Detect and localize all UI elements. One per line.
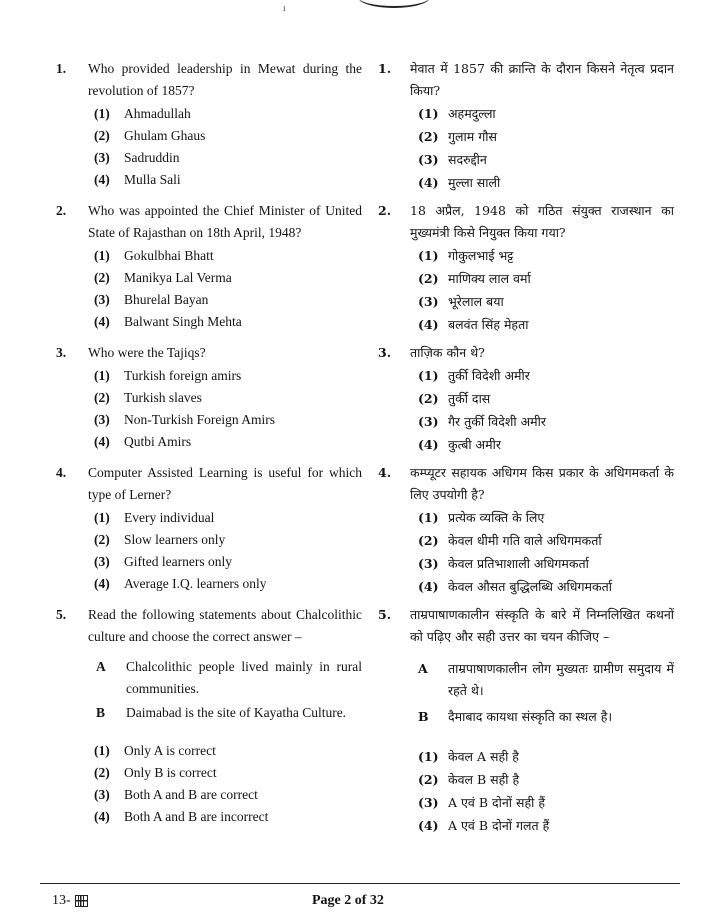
question-en-3 (56, 342, 362, 453)
option-number: (3) (418, 152, 439, 167)
option-text: प्रत्येक व्यक्ति के लिए (448, 510, 545, 525)
option-text: कुत्बी अमीर (448, 437, 501, 452)
option-text: माणिक्य लाल वर्मा (448, 271, 531, 286)
question-text: 18 अप्रैल, 1948 को गठित संयुक्त राजस्थान का मुख्यमंत्री किसे नियुक्त किया गया? (410, 203, 674, 240)
option-text: केवल B सही है (448, 772, 520, 787)
option-text: Ghulam Ghaus (124, 128, 206, 143)
option (94, 806, 362, 828)
question-number: 5. (378, 607, 392, 622)
option-text: Only A is correct (124, 743, 216, 758)
option-text: Gifted learners only (124, 554, 232, 569)
option (94, 147, 362, 169)
option-number: (4) (418, 175, 439, 190)
question-en-1 (56, 58, 362, 191)
option-text: Manikya Lal Verma (124, 270, 232, 285)
option-text: Balwant Singh Mehta (124, 314, 242, 329)
question-number: 1. (56, 61, 67, 76)
option-number: (3) (94, 292, 110, 307)
statement (418, 658, 674, 702)
option-number: (3) (94, 554, 110, 569)
option-number: (4) (94, 172, 110, 187)
option-number: (1) (418, 510, 439, 525)
question-hi-5 (378, 604, 674, 838)
option (418, 576, 674, 598)
option-text: A एवं B दोनों गलत हैं (448, 818, 550, 833)
options-list (94, 740, 362, 828)
option-number: (4) (94, 809, 110, 824)
option-text: A एवं B दोनों सही हैं (448, 795, 545, 810)
option-number: (3) (94, 787, 110, 802)
option-number: (1) (94, 368, 110, 383)
option-text: Both A and B are correct (124, 787, 258, 802)
options-list (418, 746, 674, 837)
booklet-code (52, 893, 88, 909)
option (418, 268, 674, 290)
question-text: कम्प्यूटर सहायक अधिगम किस प्रकार के अधिगमकर्ता के लिए उपयोगी है? (410, 465, 674, 502)
option-number: (3) (418, 414, 439, 429)
booklet-code-text: 13- (52, 893, 71, 908)
option-number: (4) (418, 317, 439, 332)
option (418, 291, 674, 313)
option-text: Qutbi Amirs (124, 434, 192, 449)
option-number: (1) (418, 248, 439, 263)
option (418, 172, 674, 194)
option (418, 245, 674, 267)
statement-label: B (96, 705, 106, 720)
statement-label: B (418, 709, 429, 724)
option (94, 365, 362, 387)
option (94, 311, 362, 333)
option (94, 762, 362, 784)
option-text: Mulla Sali (124, 172, 181, 187)
option-number: (3) (418, 294, 439, 309)
statement-label: A (96, 659, 106, 674)
option-number: (2) (94, 390, 110, 405)
statement-text: दैमाबाद कायथा संस्कृति का स्थल है। (448, 709, 613, 724)
option-number: (4) (94, 576, 110, 591)
statement-text: Chalcolithic people lived mainly in rural communities. (126, 659, 362, 696)
option-number: (1) (94, 106, 110, 121)
option-number: (3) (94, 412, 110, 427)
option-number: (4) (418, 579, 439, 594)
option (94, 289, 362, 311)
option-text: Bhurelal Bayan (124, 292, 209, 307)
question-hi-4 (378, 462, 674, 599)
option-number: (2) (94, 532, 110, 547)
question-number: 2. (56, 203, 67, 218)
option-number: (2) (94, 270, 110, 285)
option-text: तुर्की विदेशी अमीर (448, 368, 530, 383)
question-text: मेवात में 1857 की क्रान्ति के दौरान किसने नेतृत्व प्रदान किया? (410, 61, 674, 98)
page-number: Page 2 of 32 (312, 893, 384, 908)
option-number: (2) (418, 391, 439, 406)
question-en-4 (56, 462, 362, 595)
question-number: 2. (378, 203, 392, 218)
footer-rule (40, 883, 680, 884)
question-hi-1 (378, 58, 674, 195)
question-hi-3 (378, 342, 674, 457)
option-number: (2) (418, 129, 439, 144)
option-number: (1) (94, 510, 110, 525)
option-number: (2) (418, 772, 439, 787)
option (94, 103, 362, 125)
option (94, 125, 362, 147)
option (418, 149, 674, 171)
option-text: बलवंत सिंह मेहता (448, 317, 529, 332)
statement (96, 702, 362, 724)
option (418, 530, 674, 552)
options-list (94, 103, 362, 191)
option (94, 431, 362, 453)
option (94, 387, 362, 409)
option-number: (2) (94, 128, 110, 143)
option (94, 784, 362, 806)
top-mark: ɪ (283, 3, 286, 13)
option-number: (4) (94, 314, 110, 329)
option-number: (1) (94, 248, 110, 263)
options-list (418, 245, 674, 336)
top-binding-arc (358, 0, 430, 8)
option-number: (1) (418, 106, 439, 121)
option-text: गुलाम गौस (448, 129, 497, 144)
option-text: Average I.Q. learners only (124, 576, 267, 591)
option (418, 365, 674, 387)
options-list (94, 245, 362, 333)
option (418, 411, 674, 433)
statement-text: Daimabad is the site of Kayatha Culture. (126, 705, 347, 720)
option-text: केवल A सही है (448, 749, 519, 764)
option (94, 507, 362, 529)
option-text: मुल्ला साली (448, 175, 501, 190)
option (94, 267, 362, 289)
option-text: भूरेलाल बया (448, 294, 504, 309)
option (418, 507, 674, 529)
statement (96, 656, 362, 700)
question-text: Who were the Tajiqs? (88, 345, 206, 360)
option-text: Turkish slaves (124, 390, 202, 405)
option (418, 434, 674, 456)
question-text: Computer Assisted Learning is useful for which type of Lerner? (88, 465, 362, 502)
question-en-5 (56, 604, 362, 828)
option-text: Only B is correct (124, 765, 217, 780)
question-text: Read the following statements about Chalcolithic culture and choose the correct answer – (88, 607, 362, 644)
option-number: (3) (94, 150, 110, 165)
statement (418, 706, 674, 728)
option (418, 792, 674, 814)
option-number: (1) (418, 368, 439, 383)
option (418, 126, 674, 148)
option (94, 573, 362, 595)
question-number: 3. (56, 345, 67, 360)
option-number: (4) (94, 434, 110, 449)
option-number: (4) (418, 437, 439, 452)
option (418, 769, 674, 791)
question-text: Who provided leadership in Mewat during the revolution of 1857? (88, 61, 362, 98)
option-text: केवल औसत बुद्धिलब्धि अधिगमकर्ता (448, 579, 612, 594)
option-number: (2) (94, 765, 110, 780)
option-text: Ahmadullah (124, 106, 191, 121)
option (418, 103, 674, 125)
question-text: Who was appointed the Chief Minister of United State of Rajasthan on 18th April, 1948? (88, 203, 362, 240)
options-list (94, 365, 362, 453)
option (94, 245, 362, 267)
question-number: 4. (56, 465, 67, 480)
statement-text: ताम्रपाषाणकालीन लोग मुख्यतः ग्रामीण समुदाय में रहते थे। (448, 661, 674, 698)
option-text: गोकुलभाई भट्ट (448, 248, 514, 263)
option-text: सदरुद्दीन (448, 152, 487, 167)
question-text: ताज़िक कौन थे? (410, 345, 485, 360)
option-text: अहमदुल्ला (448, 106, 496, 121)
options-list (418, 507, 674, 598)
option-text: Non-Turkish Foreign Amirs (124, 412, 276, 427)
question-en-2 (56, 200, 362, 333)
option-text: Gokulbhai Bhatt (124, 248, 214, 263)
option-number: (2) (418, 533, 439, 548)
option-number: (2) (418, 271, 439, 286)
option (418, 815, 674, 837)
option (94, 740, 362, 762)
question-number: 5. (56, 607, 67, 622)
option (94, 409, 362, 431)
question-text: ताम्रपाषाणकालीन संस्कृति के बारे में निम्नलिखित कथनों को पढ़िए और सही उत्तर का चयन कीजिए – (410, 607, 674, 644)
option-text: तुर्की दास (448, 391, 491, 406)
option-text: केवल धीमी गति वाले अधिगमकर्ता (448, 533, 602, 548)
option (418, 388, 674, 410)
option-text: गैर तुर्की विदेशी अमीर (448, 414, 546, 429)
option (94, 551, 362, 573)
option-number: (3) (418, 795, 439, 810)
options-list (418, 365, 674, 456)
option-text: Slow learners only (124, 532, 226, 547)
option-text: केवल प्रतिभाशाली अधिगमकर्ता (448, 556, 589, 571)
option-text: Every individual (124, 510, 215, 525)
option-number: (3) (418, 556, 439, 571)
options-list (94, 507, 362, 595)
question-number: 3. (378, 345, 392, 360)
option (94, 529, 362, 551)
option-number: (4) (418, 818, 439, 833)
option (418, 553, 674, 575)
option-number: (1) (94, 743, 110, 758)
option (418, 314, 674, 336)
option-number: (1) (418, 749, 439, 764)
question-hi-2 (378, 200, 674, 337)
option-text: Turkish foreign amirs (124, 368, 242, 383)
statement-label: A (418, 661, 428, 676)
grid-box-icon (75, 895, 88, 907)
question-number: 4. (378, 465, 392, 480)
option-text: Sadruddin (124, 150, 180, 165)
question-number: 1. (378, 61, 392, 76)
option-text: Both A and B are incorrect (124, 809, 269, 824)
option (94, 169, 362, 191)
option (418, 746, 674, 768)
options-list (418, 103, 674, 194)
